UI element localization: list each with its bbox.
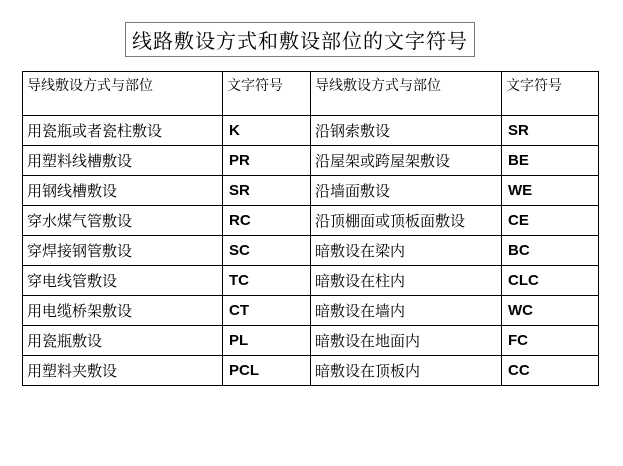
location-cell: 暗敷设在地面内 — [311, 326, 502, 356]
location-cell: 沿钢索敷设 — [311, 116, 502, 146]
method-cell: 用塑料夹敷设 — [23, 356, 223, 386]
location-cell: 暗敷设在柱内 — [311, 266, 502, 296]
method-cell: 用瓷瓶敷设 — [23, 326, 223, 356]
table-row — [23, 266, 599, 296]
method-cell: 用电缆桥架敷设 — [23, 296, 223, 326]
location-code-cell: WE — [502, 176, 599, 206]
method-code-cell: K — [223, 116, 311, 146]
method-code-cell: SR — [223, 176, 311, 206]
location-cell: 暗敷设在顶板内 — [311, 356, 502, 386]
table-row — [23, 236, 599, 266]
location-cell: 沿墙面敷设 — [311, 176, 502, 206]
location-code-cell: BE — [502, 146, 599, 176]
header-location-code: 文字符号 — [502, 72, 599, 116]
table-row — [23, 146, 599, 176]
location-code-cell: FC — [502, 326, 599, 356]
header-method-code: 文字符号 — [223, 72, 311, 116]
method-code-cell: CT — [223, 296, 311, 326]
method-cell: 用塑料线槽敷设 — [23, 146, 223, 176]
method-code-cell: RC — [223, 206, 311, 236]
method-code-cell: PCL — [223, 356, 311, 386]
header-location: 导线敷设方式与部位 — [311, 72, 502, 116]
method-code-cell: PR — [223, 146, 311, 176]
location-code-cell: CE — [502, 206, 599, 236]
table-row — [23, 296, 599, 326]
method-code-cell: SC — [223, 236, 311, 266]
table-row — [23, 326, 599, 356]
location-code-cell: BC — [502, 236, 599, 266]
table-row — [23, 206, 599, 236]
table-row — [23, 116, 599, 146]
header-method: 导线敷设方式与部位 — [23, 72, 223, 116]
table-row — [23, 356, 599, 386]
location-cell: 沿顶棚面或顶板面敷设 — [311, 206, 502, 236]
location-code-cell: CC — [502, 356, 599, 386]
location-code-cell: WC — [502, 296, 599, 326]
location-code-cell: CLC — [502, 266, 599, 296]
table-row — [23, 176, 599, 206]
method-cell: 穿焊接钢管敷设 — [23, 236, 223, 266]
method-code-cell: TC — [223, 266, 311, 296]
method-code-cell: PL — [223, 326, 311, 356]
method-cell: 穿水煤气管敷设 — [23, 206, 223, 236]
location-cell: 暗敷设在墙内 — [311, 296, 502, 326]
location-cell: 暗敷设在梁内 — [311, 236, 502, 266]
method-cell: 用瓷瓶或者瓷柱敷设 — [23, 116, 223, 146]
wiring-symbol-table — [22, 71, 599, 386]
location-cell: 沿屋架或跨屋架敷设 — [311, 146, 502, 176]
table-header-row — [23, 72, 599, 116]
location-code-cell: SR — [502, 116, 599, 146]
method-cell: 用钢线槽敷设 — [23, 176, 223, 206]
method-cell: 穿电线管敷设 — [23, 266, 223, 296]
document-title: 线路敷设方式和敷设部位的文字符号 — [125, 22, 475, 57]
